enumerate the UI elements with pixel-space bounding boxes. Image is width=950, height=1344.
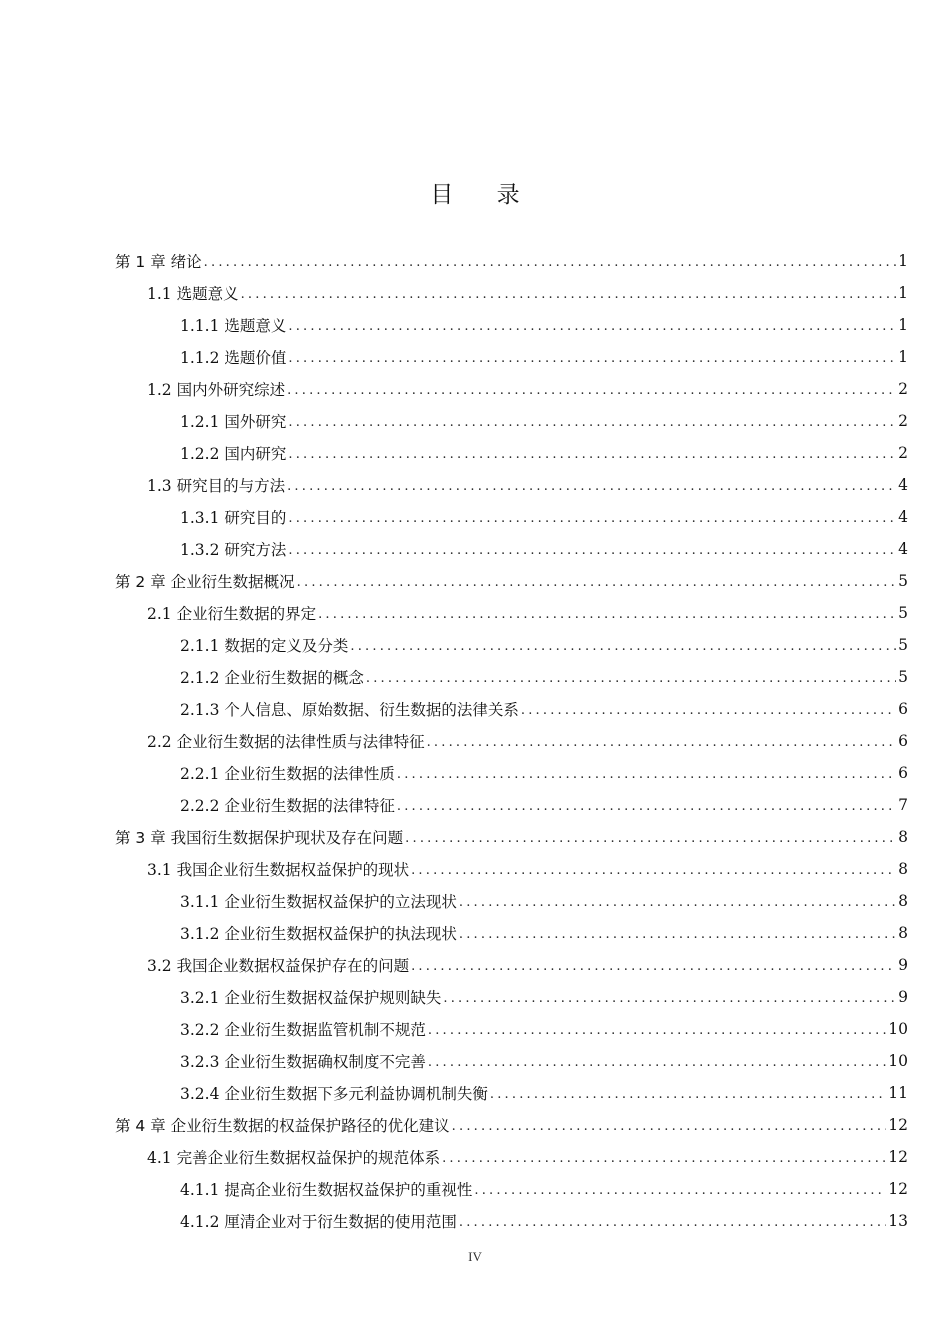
toc-entry-level-3[interactable] xyxy=(0,917,950,949)
toc-entry-page-number: 12 xyxy=(888,1116,908,1134)
dot-leader xyxy=(287,478,896,496)
dot-leader xyxy=(397,766,896,784)
toc-entry-title: 2.1.1 数据的定义及分类 xyxy=(180,637,349,655)
toc-entry-level-1[interactable] xyxy=(0,565,950,597)
toc-entry-page-number: 1 xyxy=(898,252,908,270)
toc-entry-page-number: 6 xyxy=(898,732,908,750)
toc-entry-page-number: 2 xyxy=(898,412,908,430)
dot-leader xyxy=(288,318,896,336)
toc-entry-title: 2.2.2 企业衍生数据的法律特征 xyxy=(180,797,395,815)
dot-leader xyxy=(405,830,896,848)
toc-entry-page-number: 12 xyxy=(888,1180,908,1198)
toc-entry-title: 1.2 国内外研究综述 xyxy=(147,381,286,399)
toc-entry-page-number: 9 xyxy=(898,988,908,1006)
toc-entry-page-number: 8 xyxy=(898,924,908,942)
dot-leader xyxy=(204,254,896,272)
dot-leader xyxy=(288,542,896,560)
toc-entry-page-number: 1 xyxy=(898,316,908,334)
toc-entry-level-3[interactable] xyxy=(0,533,950,565)
toc-entry-level-1[interactable] xyxy=(0,245,950,277)
toc-entry-title: 4.1 完善企业衍生数据权益保护的规范体系 xyxy=(147,1149,441,1167)
toc-entry-level-2[interactable] xyxy=(0,597,950,629)
toc-entry-level-2[interactable] xyxy=(0,277,950,309)
table-of-contents xyxy=(0,245,950,1237)
toc-entry-level-3[interactable] xyxy=(0,629,950,661)
dot-leader xyxy=(490,1086,886,1104)
toc-entry-page-number: 6 xyxy=(898,700,908,718)
toc-entry-level-3[interactable] xyxy=(0,437,950,469)
dot-leader xyxy=(443,990,896,1008)
toc-entry-title: 1.1 选题意义 xyxy=(147,285,239,303)
dot-leader xyxy=(459,894,896,912)
toc-entry-title: 3.1.2 企业衍生数据权益保护的执法现状 xyxy=(180,925,457,943)
toc-entry-page-number: 5 xyxy=(898,668,908,686)
dot-leader xyxy=(397,798,896,816)
toc-entry-title: 3.2.2 企业衍生数据监管机制不规范 xyxy=(180,1021,426,1039)
toc-entry-level-3[interactable] xyxy=(0,789,950,821)
toc-entry-title: 2.1.2 企业衍生数据的概念 xyxy=(180,669,364,687)
dot-leader xyxy=(288,510,896,528)
toc-entry-title: 1.1.2 选题价值 xyxy=(180,349,287,367)
dot-leader xyxy=(442,1150,886,1168)
dot-leader xyxy=(427,734,897,752)
toc-entry-page-number: 10 xyxy=(888,1052,908,1070)
toc-entry-level-3[interactable] xyxy=(0,981,950,1013)
dot-leader xyxy=(287,382,896,400)
toc-entry-page-number: 13 xyxy=(888,1212,908,1230)
page-number-footer: IV xyxy=(468,1249,482,1264)
toc-entry-title: 1.3.2 研究方法 xyxy=(180,541,287,559)
toc-entry-level-2[interactable] xyxy=(0,373,950,405)
dot-leader xyxy=(411,958,896,976)
toc-entry-page-number: 4 xyxy=(898,540,908,558)
toc-entry-level-2[interactable] xyxy=(0,853,950,885)
toc-entry-page-number: 9 xyxy=(898,956,908,974)
toc-entry-page-number: 5 xyxy=(898,572,908,590)
dot-leader xyxy=(241,286,897,304)
toc-entry-page-number: 8 xyxy=(898,892,908,910)
toc-entry-title: 3.1 我国企业衍生数据权益保护的现状 xyxy=(147,861,410,879)
toc-entry-page-number: 7 xyxy=(898,796,908,814)
toc-entry-page-number: 10 xyxy=(888,1020,908,1038)
toc-entry-level-1[interactable] xyxy=(0,1109,950,1141)
toc-entry-page-number: 11 xyxy=(888,1084,908,1102)
toc-entry-page-number: 6 xyxy=(898,764,908,782)
toc-entry-title: 第 2 章 企业衍生数据概况 xyxy=(115,573,295,591)
dot-leader xyxy=(521,702,896,720)
dot-leader xyxy=(366,670,896,688)
dot-leader xyxy=(428,1022,886,1040)
toc-entry-title: 2.1 企业衍生数据的界定 xyxy=(147,605,317,623)
toc-entry-page-number: 1 xyxy=(898,284,908,302)
toc-entry-title: 1.2.2 国内研究 xyxy=(180,445,287,463)
toc-entry-title: 2.2 企业衍生数据的法律性质与法律特征 xyxy=(147,733,425,751)
toc-entry-title: 3.2.4 企业衍生数据下多元利益协调机制失衡 xyxy=(180,1085,488,1103)
toc-entry-level-3[interactable] xyxy=(0,341,950,373)
toc-entry-level-2[interactable] xyxy=(0,1141,950,1173)
toc-entry-title: 3.2.1 企业衍生数据权益保护规则缺失 xyxy=(180,989,442,1007)
toc-entry-page-number: 2 xyxy=(898,380,908,398)
toc-entry-level-3[interactable] xyxy=(0,661,950,693)
toc-entry-title: 4.1.2 厘清企业对于衍生数据的使用范围 xyxy=(180,1213,457,1231)
toc-entry-level-2[interactable] xyxy=(0,469,950,501)
toc-entry-page-number: 8 xyxy=(898,860,908,878)
dot-leader xyxy=(288,350,896,368)
dot-leader xyxy=(411,862,896,880)
toc-entry-level-3[interactable] xyxy=(0,1205,950,1237)
toc-entry-level-3[interactable] xyxy=(0,405,950,437)
toc-entry-page-number: 12 xyxy=(888,1148,908,1166)
toc-entry-title: 1.3 研究目的与方法 xyxy=(147,477,286,495)
toc-entry-level-3[interactable] xyxy=(0,1045,950,1077)
dot-leader xyxy=(459,926,896,944)
toc-entry-level-3[interactable] xyxy=(0,309,950,341)
toc-entry-page-number: 2 xyxy=(898,444,908,462)
toc-entry-title: 2.1.3 个人信息、原始数据、衍生数据的法律关系 xyxy=(180,701,519,719)
toc-entry-title: 第 1 章 绪论 xyxy=(115,253,202,271)
toc-entry-level-3[interactable] xyxy=(0,501,950,533)
toc-entry-level-2[interactable] xyxy=(0,949,950,981)
toc-entry-title: 1.3.1 研究目的 xyxy=(180,509,287,527)
dot-leader xyxy=(459,1214,886,1232)
dot-leader xyxy=(318,606,896,624)
dot-leader xyxy=(350,638,896,656)
toc-entry-title: 第 4 章 企业衍生数据的权益保护路径的优化建议 xyxy=(115,1117,450,1135)
toc-entry-title: 3.1.1 企业衍生数据权益保护的立法现状 xyxy=(180,893,457,911)
toc-entry-level-3[interactable] xyxy=(0,885,950,917)
toc-entry-title: 1.2.1 国外研究 xyxy=(180,413,287,431)
toc-entry-title: 3.2.3 企业衍生数据确权制度不完善 xyxy=(180,1053,426,1071)
toc-entry-level-3[interactable] xyxy=(0,1077,950,1109)
toc-entry-title: 第 3 章 我国衍生数据保护现状及存在问题 xyxy=(115,829,404,847)
toc-entry-page-number: 5 xyxy=(898,636,908,654)
dot-leader xyxy=(428,1054,886,1072)
toc-entry-level-3[interactable] xyxy=(0,1173,950,1205)
toc-entry-page-number: 5 xyxy=(898,604,908,622)
toc-entry-title: 3.2 我国企业数据权益保护存在的问题 xyxy=(147,957,410,975)
dot-leader xyxy=(297,574,896,592)
toc-entry-level-2[interactable] xyxy=(0,725,950,757)
toc-entry-page-number: 1 xyxy=(898,348,908,366)
toc-entry-page-number: 4 xyxy=(898,476,908,494)
toc-entry-level-3[interactable] xyxy=(0,757,950,789)
page-title: 目 录 xyxy=(430,182,538,208)
dot-leader xyxy=(288,414,896,432)
toc-entry-page-number: 4 xyxy=(898,508,908,526)
toc-entry-page-number: 8 xyxy=(898,828,908,846)
dot-leader xyxy=(288,446,896,464)
toc-entry-title: 2.2.1 企业衍生数据的法律性质 xyxy=(180,765,395,783)
toc-entry-level-3[interactable] xyxy=(0,693,950,725)
dot-leader xyxy=(474,1182,886,1200)
toc-entry-title: 1.1.1 选题意义 xyxy=(180,317,287,335)
dot-leader xyxy=(452,1118,887,1136)
toc-entry-level-3[interactable] xyxy=(0,1013,950,1045)
toc-entry-level-1[interactable] xyxy=(0,821,950,853)
toc-entry-title: 4.1.1 提高企业衍生数据权益保护的重视性 xyxy=(180,1181,473,1199)
